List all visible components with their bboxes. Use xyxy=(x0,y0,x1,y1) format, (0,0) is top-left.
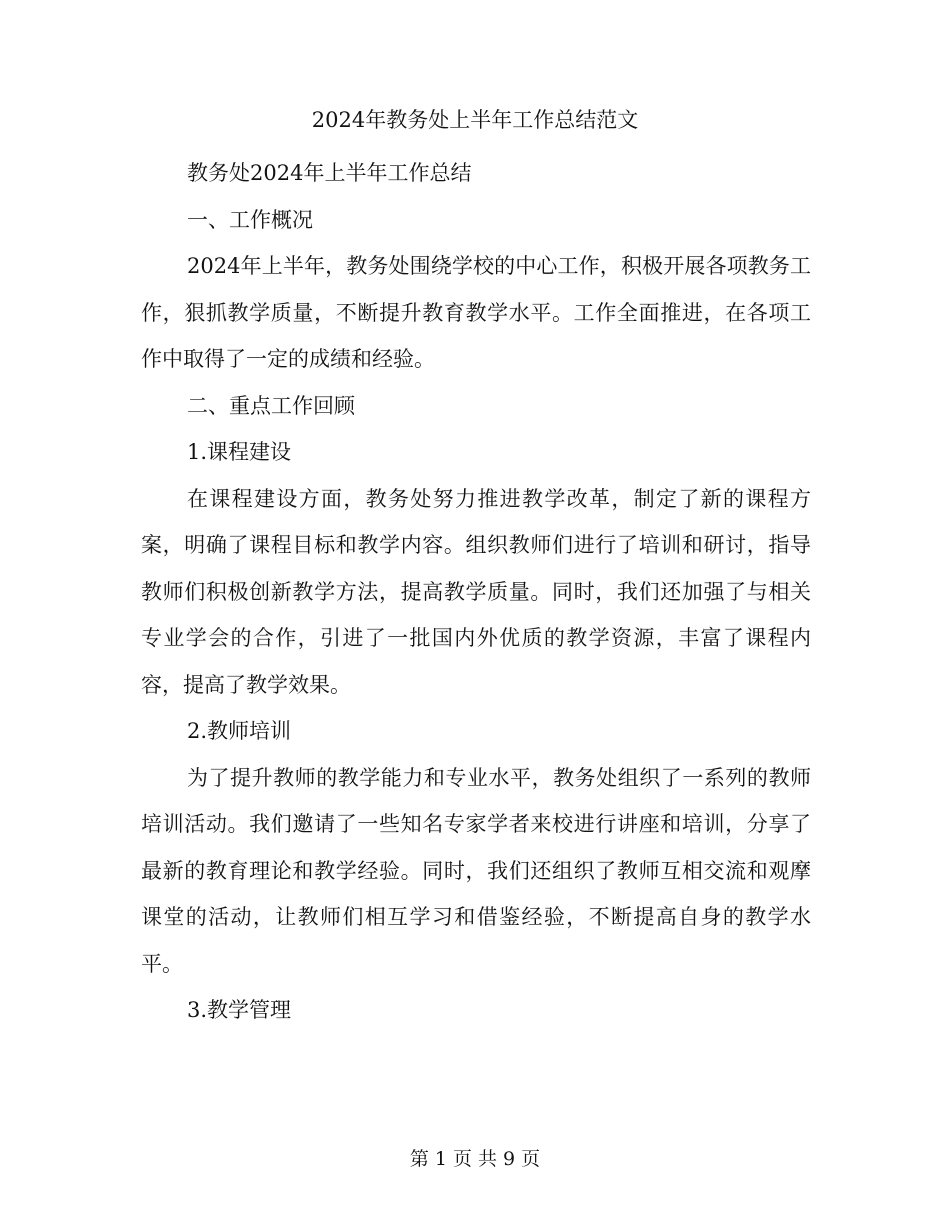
paragraph-teacher-training: 为了提升教师的教学能力和专业水平，教务处组织了一系列的教师培训活动。我们邀请了一些知名专家学者来校进行讲座和培训，分享了最新的教育理论和教学经验。同时，我们还组织了教师互相交流和观摩课堂的活动，让教师们相互学习和借鉴经验，不断提高自身的教学水平。 xyxy=(141,765,811,976)
document-body xyxy=(141,150,811,1034)
paragraph-course-building: 在课程建设方面，教务处努力推进教学改革，制定了新的课程方案，明确了课程目标和教学内容。组织教师们进行了培训和研讨，指导教师们积极创新教学方法，提高教学质量。同时，我们还加强了与相关专业学会的合作，引进了一批国内外优质的教学资源，丰富了课程内容，提高了教学效果。 xyxy=(141,486,811,697)
subheading-course-building: 1.课程建设 xyxy=(187,440,292,464)
subheading-teacher-training: 2.教师培训 xyxy=(187,719,292,743)
paragraph-overview: 2024年上半年，教务处围绕学校的中心工作，积极开展各项教务工作，狠抓教学质量，不断提升教育教学水平。工作全面推进，在各项工作中取得了一定的成绩和经验。 xyxy=(141,254,811,371)
section-heading-overview: 一、工作概况 xyxy=(187,207,313,232)
document-title: 2024年教务处上半年工作总结范文 xyxy=(311,108,639,132)
subheading-teaching-management: 3.教学管理 xyxy=(187,998,292,1022)
section-heading-summary: 教务处2024年上半年工作总结 xyxy=(187,161,472,185)
section-heading-review: 二、重点工作回顾 xyxy=(187,393,355,418)
page-footer: 第 1 页 共 9 页 xyxy=(409,1148,541,1170)
